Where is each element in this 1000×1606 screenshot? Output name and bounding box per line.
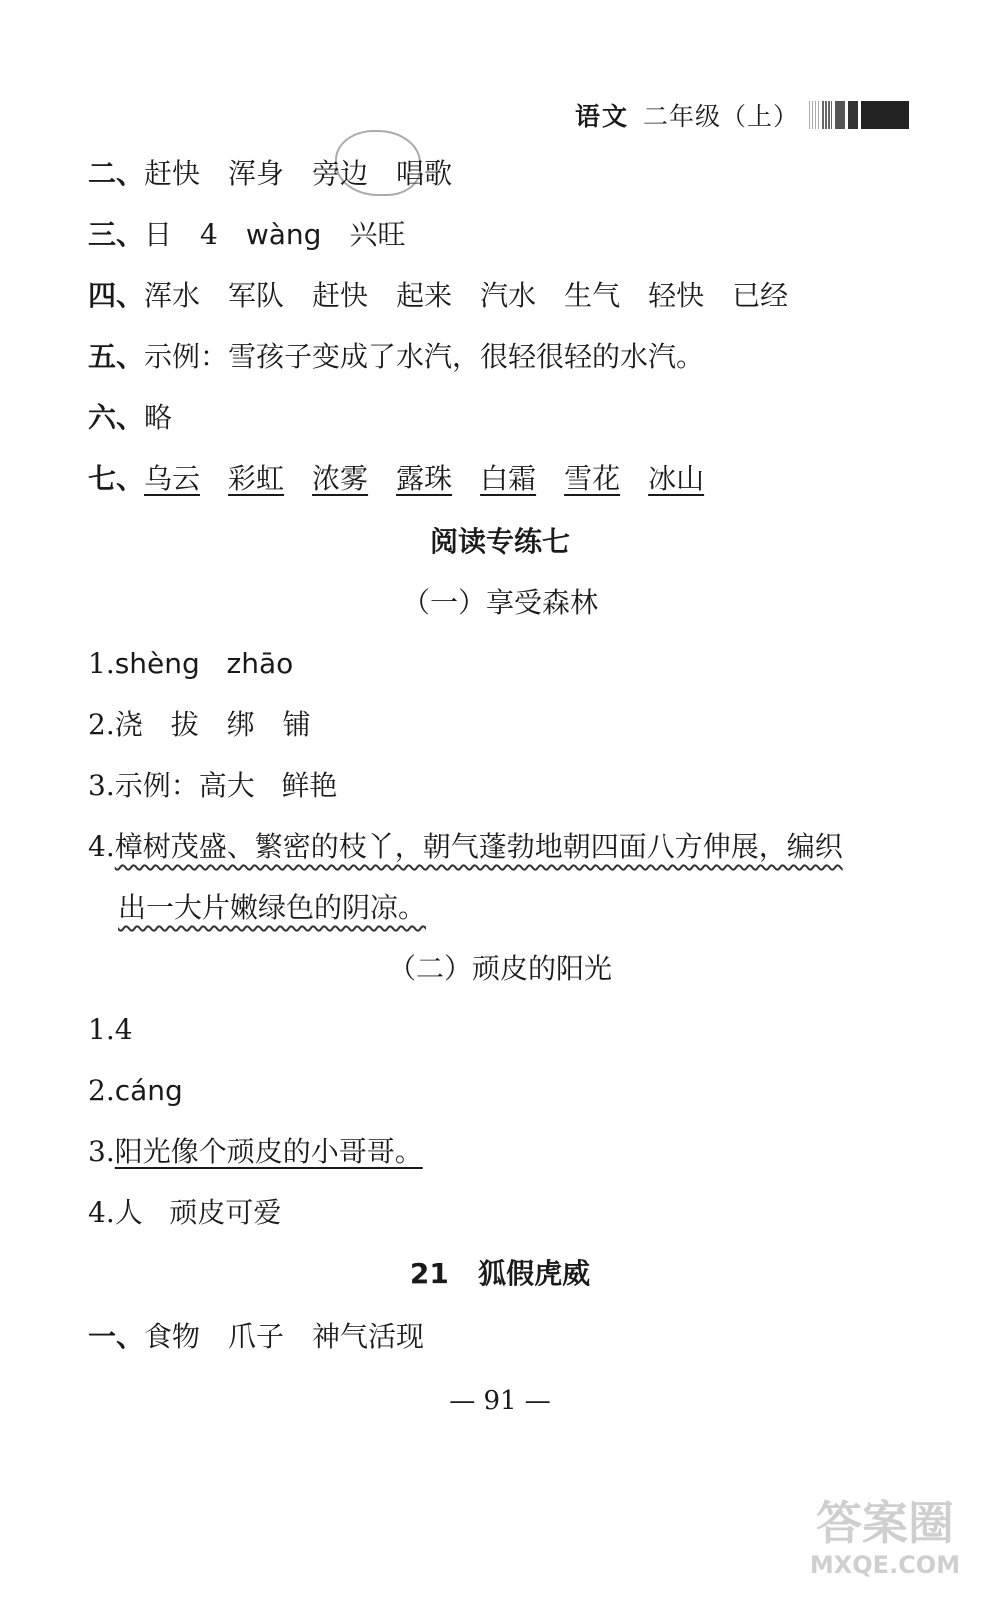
answer-text: 示例：高大 鲜艳 xyxy=(114,769,338,802)
answer-item: 日 xyxy=(144,218,173,251)
header-subject: 语文 xyxy=(575,102,630,131)
reading-part1-q3 xyxy=(88,766,337,806)
answer-pinyin: shèng zhāo xyxy=(114,647,294,680)
answer-word: 旁边 xyxy=(312,157,369,190)
answer-text: 4 xyxy=(114,1013,133,1046)
answer-word: 彩虹 xyxy=(228,462,285,495)
answer-word: 浓雾 xyxy=(312,462,369,495)
answer-word: 雪花 xyxy=(564,462,621,495)
answer-word: 赶快 xyxy=(144,157,201,190)
answer-text: 示例：雪孩子变成了水汽，很轻很轻的水汽。 xyxy=(144,340,705,373)
lesson-section-1 xyxy=(88,1317,452,1357)
watermark-bottom: MXQE.COM xyxy=(809,1551,961,1579)
answer-word: 浑身 xyxy=(228,157,285,190)
reading-part2-q3 xyxy=(88,1132,423,1172)
answer-word: 铺 xyxy=(282,708,311,741)
answer-word: 轻快 xyxy=(648,279,705,312)
answer-pinyin: cáng xyxy=(114,1074,183,1107)
answer-section-5 xyxy=(88,337,704,377)
answer-word: 神气活现 xyxy=(312,1320,425,1353)
reading-part1-q4-line2 xyxy=(118,888,426,928)
answer-text: 阳光像个顽皮的小哥哥。 xyxy=(114,1135,423,1168)
answer-word: 已经 xyxy=(732,279,789,312)
answer-word: 爪子 xyxy=(228,1320,285,1353)
page-header xyxy=(575,95,912,135)
answer-text: 略 xyxy=(144,401,173,434)
question-number: 4. xyxy=(88,1196,115,1229)
question-number: 1. xyxy=(88,1013,115,1046)
answer-word: 拔 xyxy=(170,708,199,741)
header-decoration xyxy=(809,101,912,129)
answer-item: 4 xyxy=(200,218,218,251)
answer-word: 浑水 xyxy=(144,279,201,312)
question-number: 4. xyxy=(88,830,115,863)
answer-text: 出一大片嫩绿色的阴凉。 xyxy=(118,891,427,924)
question-number: 2. xyxy=(88,708,115,741)
section-label: 五、 xyxy=(88,340,145,373)
answer-item: 兴旺 xyxy=(349,218,406,251)
section-label: 一、 xyxy=(88,1320,145,1353)
section-label: 四、 xyxy=(88,279,145,312)
header-grade: 二年级（上） xyxy=(643,102,800,131)
watermark-logo xyxy=(800,1496,970,1596)
answer-word: 乌云 xyxy=(144,462,201,495)
reading-part2-q1 xyxy=(88,1010,133,1050)
answer-text: 人 顽皮可爱 xyxy=(114,1196,282,1229)
answer-word: 汽水 xyxy=(480,279,537,312)
answer-section-4 xyxy=(88,276,816,316)
answer-pinyin: wàng xyxy=(245,218,322,251)
answer-section-6 xyxy=(88,398,172,438)
answer-word: 生气 xyxy=(564,279,621,312)
reading-part1-q4 xyxy=(88,827,843,867)
reading-part2-q4 xyxy=(88,1193,281,1233)
reading-part2-q2 xyxy=(88,1071,183,1111)
section-label: 六、 xyxy=(88,401,145,434)
question-number: 1. xyxy=(88,647,115,680)
answer-word: 唱歌 xyxy=(396,157,453,190)
answer-word: 露珠 xyxy=(396,462,453,495)
watermark-top: 答案圈 xyxy=(816,1496,954,1550)
lesson-title: 21 狐假虎威 xyxy=(409,1257,591,1290)
answer-section-3 xyxy=(88,215,433,255)
answer-section-2 xyxy=(88,154,480,194)
answer-section-7 xyxy=(88,459,732,499)
answer-word: 冰山 xyxy=(648,462,705,495)
answer-text: 樟树茂盛、繁密的枝丫，朝气蓬勃地朝四面八方伸展，编织 xyxy=(114,830,843,863)
answer-word: 浇 xyxy=(114,708,143,741)
answer-word: 赶快 xyxy=(312,279,369,312)
question-number: 3. xyxy=(88,1135,115,1168)
question-number: 3. xyxy=(88,769,115,802)
section-label: 七、 xyxy=(88,462,145,495)
section-label: 二、 xyxy=(88,157,145,190)
answer-word: 军队 xyxy=(228,279,285,312)
answer-word: 白霜 xyxy=(480,462,537,495)
reading-part1-q2 xyxy=(88,705,339,745)
page-number: — 91 — xyxy=(449,1386,551,1416)
answer-word: 食物 xyxy=(144,1320,201,1353)
reading-title: 阅读专练七 xyxy=(429,525,570,558)
reading-part1-title: （一）享受森林 xyxy=(401,586,598,619)
answer-word: 绑 xyxy=(226,708,255,741)
reading-part2-title: （二）顽皮的阳光 xyxy=(387,952,612,985)
answer-word: 起来 xyxy=(396,279,453,312)
question-number: 2. xyxy=(88,1074,115,1107)
section-label: 三、 xyxy=(88,218,145,251)
reading-part1-q1 xyxy=(88,644,293,684)
